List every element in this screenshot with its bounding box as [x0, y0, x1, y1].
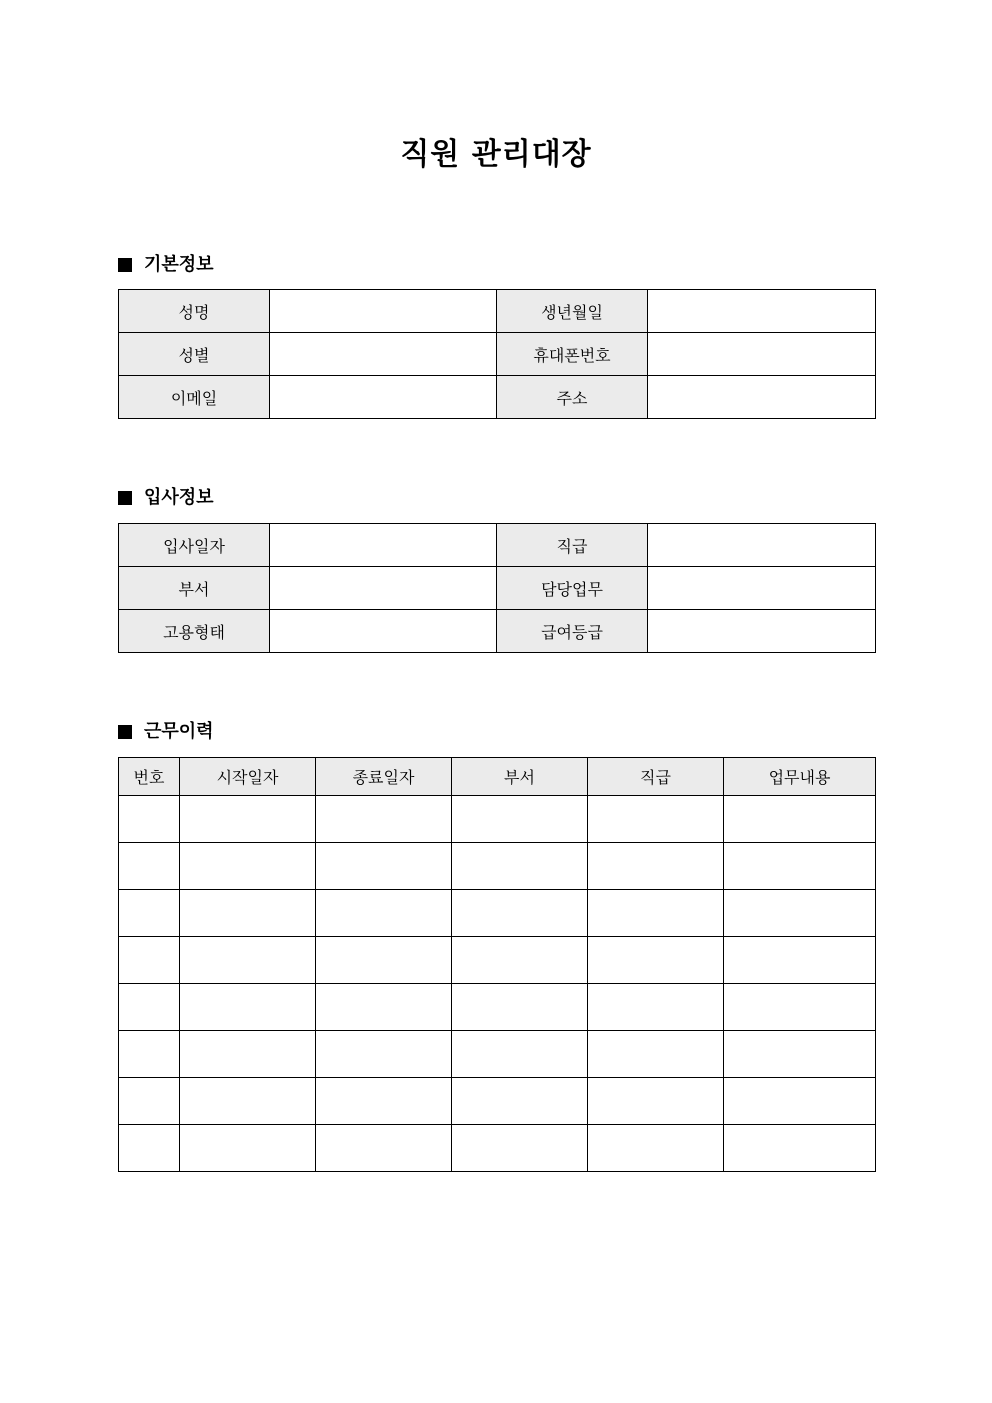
address-field[interactable] — [648, 376, 876, 419]
table-row — [119, 843, 876, 890]
table-row — [119, 984, 876, 1031]
table-row — [119, 796, 876, 843]
square-bullet-icon — [118, 491, 132, 505]
work-history-table — [118, 757, 876, 1172]
column-header-start-date: 시작일자 — [180, 758, 316, 796]
table-row — [119, 524, 876, 567]
work-history-heading — [118, 720, 214, 744]
employment-info-table — [118, 523, 876, 653]
duty-field[interactable] — [648, 567, 876, 610]
table-cell[interactable] — [180, 1125, 316, 1172]
position-label: 직급 — [497, 524, 648, 567]
table-cell[interactable] — [180, 1031, 316, 1078]
table-cell[interactable] — [180, 843, 316, 890]
table-cell[interactable] — [724, 890, 876, 937]
hire-date-field[interactable] — [270, 524, 497, 567]
table-cell[interactable] — [724, 796, 876, 843]
table-cell[interactable] — [452, 843, 588, 890]
table-cell[interactable] — [588, 890, 724, 937]
table-cell[interactable] — [724, 937, 876, 984]
gender-field[interactable] — [270, 333, 497, 376]
name-field[interactable] — [270, 290, 497, 333]
table-cell[interactable] — [119, 937, 180, 984]
table-header-row — [119, 758, 876, 796]
table-cell[interactable] — [588, 937, 724, 984]
table-cell[interactable] — [119, 843, 180, 890]
table-cell[interactable] — [119, 1031, 180, 1078]
table-row — [119, 1125, 876, 1172]
table-row — [119, 890, 876, 937]
table-cell[interactable] — [588, 843, 724, 890]
table-cell[interactable] — [724, 1078, 876, 1125]
employment-type-label: 고용형태 — [119, 610, 270, 653]
pay-grade-field[interactable] — [648, 610, 876, 653]
employment-info-heading-label: 입사정보 — [144, 487, 214, 508]
table-cell[interactable] — [452, 1031, 588, 1078]
table-cell[interactable] — [316, 1031, 452, 1078]
table-row — [119, 567, 876, 610]
table-cell[interactable] — [119, 984, 180, 1031]
table-cell[interactable] — [452, 796, 588, 843]
table-cell[interactable] — [316, 843, 452, 890]
duty-label: 담당업무 — [497, 567, 648, 610]
birthdate-field[interactable] — [648, 290, 876, 333]
employment-type-field[interactable] — [270, 610, 497, 653]
table-cell[interactable] — [316, 1125, 452, 1172]
table-cell[interactable] — [588, 984, 724, 1031]
name-label: 성명 — [119, 290, 270, 333]
square-bullet-icon — [118, 258, 132, 272]
table-cell[interactable] — [180, 984, 316, 1031]
table-row — [119, 333, 876, 376]
mobile-label: 휴대폰번호 — [497, 333, 648, 376]
table-cell[interactable] — [316, 984, 452, 1031]
table-row — [119, 937, 876, 984]
table-cell[interactable] — [180, 890, 316, 937]
table-cell[interactable] — [452, 1125, 588, 1172]
table-row — [119, 376, 876, 419]
square-bullet-icon — [118, 725, 132, 739]
table-cell[interactable] — [316, 937, 452, 984]
gender-label: 성별 — [119, 333, 270, 376]
table-cell[interactable] — [724, 1031, 876, 1078]
table-row — [119, 290, 876, 333]
table-cell[interactable] — [180, 937, 316, 984]
table-cell[interactable] — [316, 890, 452, 937]
table-row — [119, 610, 876, 653]
column-header-department: 부서 — [452, 758, 588, 796]
work-history-heading-label: 근무이력 — [144, 721, 214, 742]
table-cell[interactable] — [180, 1078, 316, 1125]
table-cell[interactable] — [316, 796, 452, 843]
table-cell[interactable] — [119, 1125, 180, 1172]
column-header-number: 번호 — [119, 758, 180, 796]
table-cell[interactable] — [724, 1125, 876, 1172]
table-cell[interactable] — [119, 1078, 180, 1125]
table-cell[interactable] — [588, 1031, 724, 1078]
column-header-duties: 업무내용 — [724, 758, 876, 796]
table-cell[interactable] — [724, 843, 876, 890]
table-cell[interactable] — [588, 796, 724, 843]
table-cell[interactable] — [452, 937, 588, 984]
column-header-end-date: 종료일자 — [316, 758, 452, 796]
address-label: 주소 — [497, 376, 648, 419]
department-field[interactable] — [270, 567, 497, 610]
table-cell[interactable] — [180, 796, 316, 843]
table-cell[interactable] — [588, 1125, 724, 1172]
table-cell[interactable] — [119, 796, 180, 843]
hire-date-label: 입사일자 — [119, 524, 270, 567]
email-label: 이메일 — [119, 376, 270, 419]
email-field[interactable] — [270, 376, 497, 419]
table-cell[interactable] — [452, 890, 588, 937]
mobile-field[interactable] — [648, 333, 876, 376]
table-row — [119, 1078, 876, 1125]
table-cell[interactable] — [119, 890, 180, 937]
basic-info-heading — [118, 253, 214, 277]
pay-grade-label: 급여등급 — [497, 610, 648, 653]
table-cell[interactable] — [316, 1078, 452, 1125]
basic-info-heading-label: 기본정보 — [144, 254, 214, 275]
position-field[interactable] — [648, 524, 876, 567]
table-cell[interactable] — [452, 1078, 588, 1125]
department-label: 부서 — [119, 567, 270, 610]
table-cell[interactable] — [452, 984, 588, 1031]
column-header-position: 직급 — [588, 758, 724, 796]
table-cell[interactable] — [588, 1078, 724, 1125]
employment-info-heading — [118, 486, 214, 510]
birthdate-label: 생년월일 — [497, 290, 648, 333]
table-cell[interactable] — [724, 984, 876, 1031]
basic-info-table — [118, 289, 876, 419]
table-row — [119, 1031, 876, 1078]
page-title: 직원 관리대장 — [400, 137, 592, 172]
